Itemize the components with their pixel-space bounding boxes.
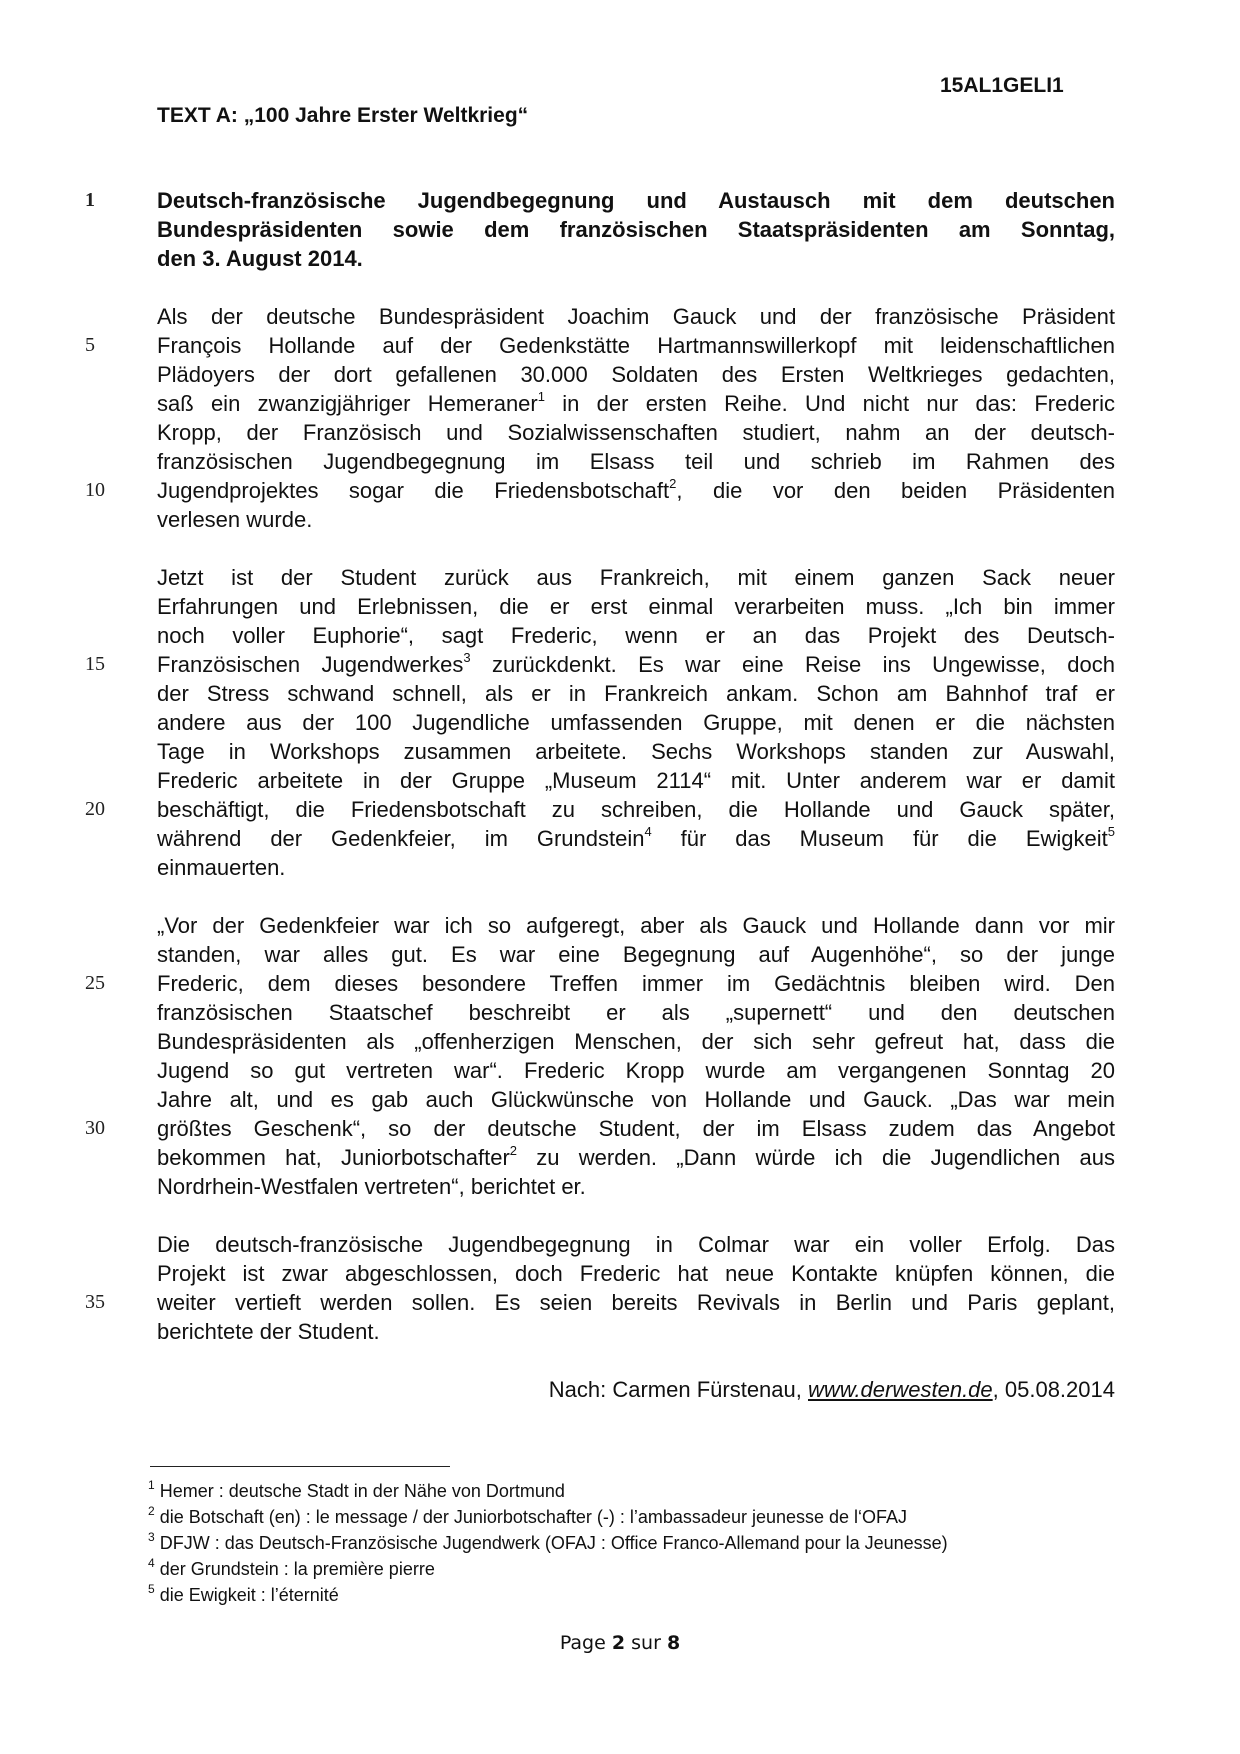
body-line: während der Gedenkfeier, im Grundstein$^4$ für das Museum für die Ewigkeit$^5$: [157, 824, 1115, 851]
body-line: Plädoyers der dort gefallenen 30.000 Soldaten des Ersten Weltkrieges gedachten,: [157, 362, 1115, 387]
line-number: 1: [85, 189, 95, 211]
body-line: 5 François Hollande auf der Gedenkstätte Hartmannswillerkopf mit leidenschaftlichen: [85, 333, 1115, 358]
line-number: 20: [85, 798, 105, 820]
footnote: $^4$ der Grundstein : la première pierre: [148, 1556, 435, 1579]
article-body: [85, 186, 1116, 1404]
body-line: 1 Deutsch-französische Jugendbegegnung und Austausch mit dem deutschen: [85, 188, 1115, 213]
body-line: den 3. August 2014.: [157, 246, 363, 271]
body-line: der Stress schwand schnell, als er in Frankreich ankam. Schon am Bahnhof traf er: [157, 681, 1115, 706]
body-line: bekommen hat, Juniorbotschafter$^2$ zu werden. „Dann würde ich die Jugendlichen aus: [157, 1143, 1115, 1170]
body-line: Jetzt ist der Student zurück aus Frankreich, mit einem ganzen Sack neuer: [157, 565, 1115, 590]
footnote-ref: 1: [537, 389, 545, 404]
footnotes: [148, 1478, 1148, 1608]
body-line: französischen Staatschef beschreibt er als „supernett“ und den deutschen: [157, 1000, 1115, 1025]
body-line: Erfahrungen und Erlebnissen, die er erst einmal verarbeiten muss. „Ich bin immer: [157, 594, 1115, 619]
body-line: Projekt ist zwar abgeschlossen, doch Frederic hat neue Kontakte knüpfen können, die: [157, 1261, 1115, 1286]
body-line: Die deutsch-französische Jugendbegegnung in Colmar war ein voller Erfolg. Das: [157, 1232, 1115, 1257]
body-line: Bundespräsidenten sowie dem französischen Staatspräsidenten am Sonntag,: [157, 217, 1115, 242]
footnote: $^5$ die Ewigkeit : l’éternité: [148, 1582, 339, 1605]
body-line: Jugend so gut vertreten war“. Frederic Kropp wurde am vergangenen Sonntag 20: [157, 1058, 1115, 1083]
footnote-ref: 4: [644, 824, 652, 839]
footnote-ref: 3: [463, 650, 471, 665]
footnote: $^1$ Hemer : deutsche Stadt in der Nähe von Dortmund: [148, 1478, 565, 1501]
body-line: 35 weiter vertieft werden sollen. Es seien bereits Revivals in Berlin und Paris geplant,: [85, 1290, 1115, 1315]
footnote-ref: 5: [1107, 824, 1115, 839]
body-line: Frederic arbeitete in der Gruppe „Museum 2114“ mit. Unter anderem war er damit: [157, 768, 1115, 793]
source-link[interactable]: www.derwesten.de: [808, 1377, 993, 1402]
footnote-ref: 2: [669, 476, 677, 491]
body-line: 10 Jugendprojektes sogar die Friedensbotschaft$^2$, die vor den beiden Präsidenten: [85, 476, 1116, 503]
body-line: saß ein zwanzigjähriger Hemeraner$^1$ in der ersten Reihe. Und nicht nur das: Frederic: [157, 389, 1115, 416]
body-line: einmauerten.: [157, 855, 286, 880]
line-number: 30: [85, 1117, 105, 1139]
body-line: verlesen wurde.: [157, 507, 313, 532]
body-line: Bundespräsidenten als „offenherzigen Menschen, der sich sehr gefreut hat, dass die: [157, 1029, 1115, 1054]
body-line: Nordrhein-Westfalen vertreten“, berichtet er.: [157, 1174, 586, 1199]
body-line: Kropp, der Französisch und Sozialwissenschaften studiert, nahm an der deutsch-: [157, 420, 1115, 445]
body-line: Tage in Workshops zusammen arbeitete. Sechs Workshops standen zur Auswahl,: [157, 739, 1115, 764]
line-number: 5: [85, 334, 95, 356]
line-number: 35: [85, 1291, 105, 1313]
body-line: berichtete der Student.: [157, 1319, 380, 1344]
body-line: 30 größtes Geschenk“, so der deutsche Student, der im Elsass zudem das Angebot: [85, 1116, 1115, 1141]
footnote: $^2$ die Botschaft (en) : le message / der Juniorbotschafter (-) : l’ambassadeur jeunesse de l‘OFAJ: [148, 1504, 908, 1527]
body-line: „Vor der Gedenkfeier war ich so aufgeregt, aber als Gauck und Hollande dann vor mir: [157, 913, 1115, 938]
body-line: Jahre alt, und es gab auch Glückwünsche von Hollande und Gauck. „Das war mein: [157, 1087, 1115, 1112]
page-number: Page 2 sur 8: [559, 1632, 681, 1654]
line-number: 15: [85, 653, 105, 675]
body-line: Als der deutsche Bundespräsident Joachim Gauck und der französische Präsident: [157, 304, 1115, 329]
body-line: 20 beschäftigt, die Friedensbotschaft zu schreiben, die Hollande und Gauck später,: [85, 797, 1115, 822]
exam-code: 15AL1GELI1: [940, 74, 1064, 97]
line-number: 10: [85, 479, 105, 501]
footnote-ref: 2: [509, 1143, 518, 1158]
body-line: 25 Frederic, dem dieses besondere Treffen immer im Gedächtnis bleiben wird. Den: [85, 971, 1115, 996]
footnote-divider: [150, 1466, 450, 1467]
body-line: standen, war alles gut. Es war eine Begegnung auf Augenhöhe“, so der junge: [157, 942, 1115, 967]
text-title: TEXT A: „100 Jahre Erster Weltkrieg“: [157, 104, 529, 127]
line-number: 25: [85, 972, 105, 994]
body-line: noch voller Euphorie“, sagt Frederic, wenn er an das Projekt des Deutsch-: [157, 623, 1115, 648]
footnote: $^3$ DFJW : das Deutsch-Französische Jugendwerk (OFAJ : Office Franco-Allemand pour la Jeunesse): [148, 1530, 948, 1553]
body-line: 15 Französischen Jugendwerkes$^3$ zurückdenkt. Es war eine Reise ins Ungewisse, doch: [85, 650, 1115, 677]
source-citation: Nach: Carmen Fürstenau, www.derwesten.de, 05.08.2014: [548, 1377, 1115, 1402]
body-line: andere aus der 100 Jugendliche umfassenden Gruppe, mit denen er die nächsten: [157, 710, 1115, 735]
body-line: französischen Jugendbegegnung im Elsass teil und schrieb im Rahmen des: [157, 449, 1115, 474]
